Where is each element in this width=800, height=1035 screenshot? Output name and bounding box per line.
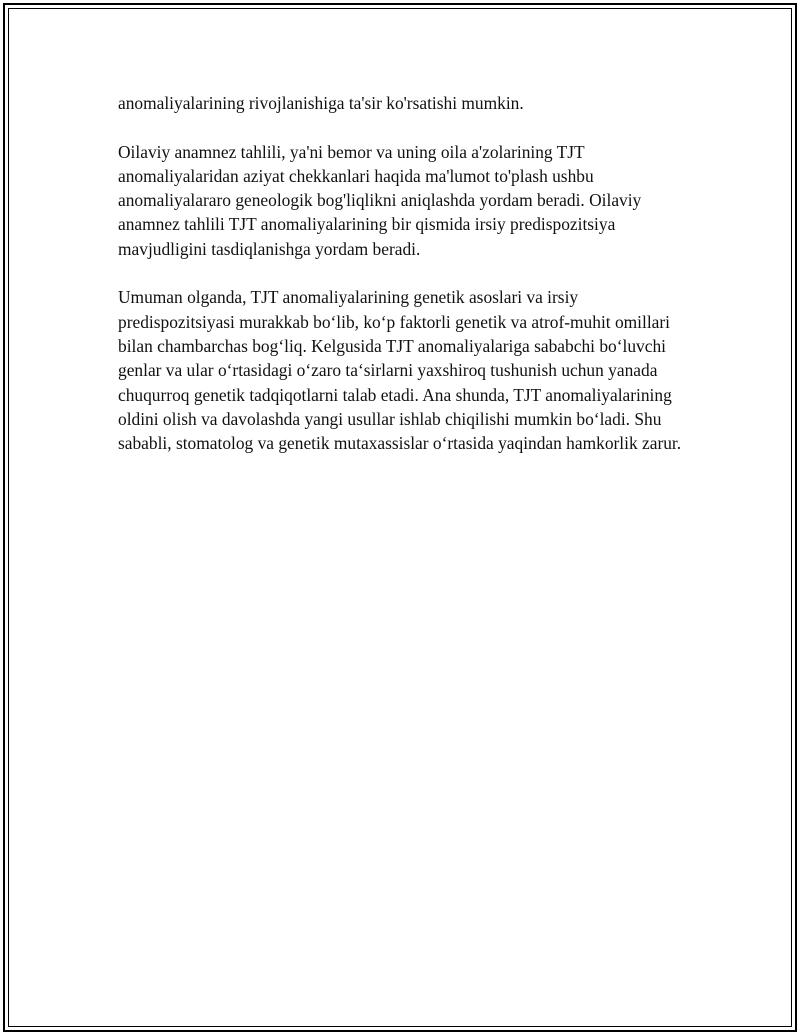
document-body xyxy=(118,91,684,480)
paragraph-conclusion: Umuman olganda, TJT anomaliyalarining genetik asoslari va irsiy predispozitsiyasi murakkab bo‘lib, ko‘p faktorli genetik va atrof-muhit omillari bilan chambarchas bog‘liq. Kelgusida TJT anomaliyalariga sababchi bo‘luvchi genlar va ular o‘rtasidagi o‘zaro ta‘sirlarni yaxshiroq tushunish uchun yanada chuqurroq genetik tadqiqotlarni talab etadi. Ana shunda, TJT anomaliyalarining oldini olish va davolashda yangi usullar ishlab chiqilishi mumkin bo‘ladi. Shu sababli, stomatolog va genetik mutaxassislar o‘rtasida yaqindan hamkorlik zarur. xyxy=(118,287,682,454)
paragraph-continuation: anomaliyalarining rivojlanishiga ta'sir ko'rsatishi mumkin. xyxy=(118,93,524,113)
paragraph-family-anamnesis: Oilaviy anamnez tahlili, ya'ni bemor va uning oila a'zolarining TJT anomaliyalaridan aziyat chekkanlari haqida ma'lumot to'plash ushbu anomaliyalararo geneologik bog'liqlikni aniqlashda yordam beradi. Oilaviy anamnez tahlili TJT anomaliyalarining bir qismida irsiy predispozitsiya mavjudligini tasdiqlanishga yordam beradi. xyxy=(118,141,642,259)
